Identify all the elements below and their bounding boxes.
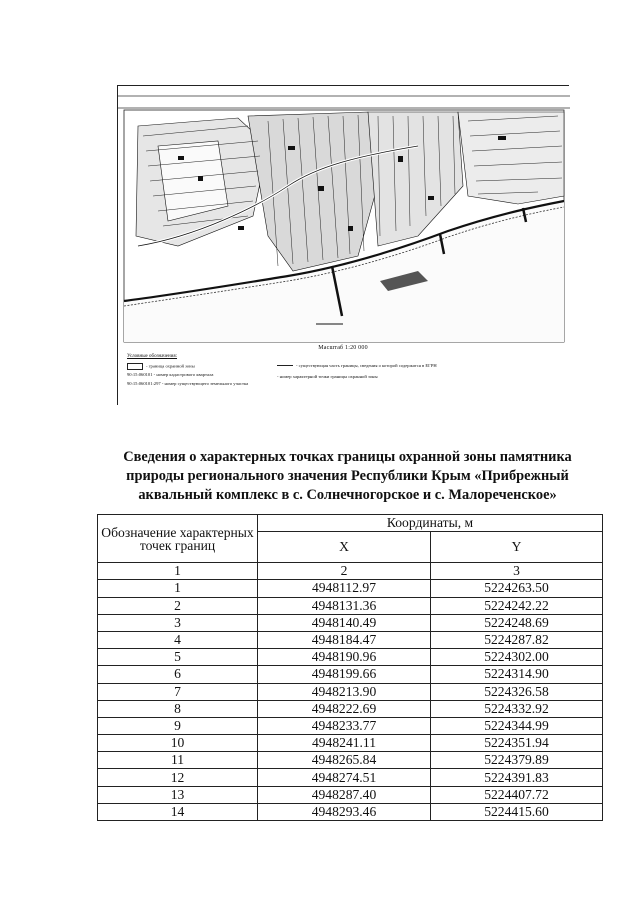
y-coordinate-cell: 5224332.92	[431, 700, 603, 717]
y-coordinate-cell: 5224287.82	[431, 631, 603, 648]
heading-line: Сведения о характерных точках границы охранной зоны памятника	[123, 449, 572, 465]
table-row	[98, 614, 603, 631]
x-coordinate-cell: 4948213.90	[258, 683, 431, 700]
point-number-cell: 7	[98, 683, 258, 700]
x-coordinate-cell: 4948233.77	[258, 717, 431, 734]
x-coordinate-cell: 4948199.66	[258, 666, 431, 683]
y-coordinate-cell: 5224326.58	[431, 683, 603, 700]
table-row	[98, 683, 603, 700]
coordinates-header: Координаты, м	[258, 515, 603, 532]
document-heading	[95, 448, 600, 505]
table-row	[98, 786, 603, 803]
x-coordinate-cell: 4948112.97	[258, 580, 431, 597]
y-coordinate-cell: 5224391.83	[431, 769, 603, 786]
table-row	[98, 597, 603, 614]
table-row	[98, 803, 603, 820]
y-coordinate-cell: 5224379.89	[431, 752, 603, 769]
y-coordinate-cell: 5224263.50	[431, 580, 603, 597]
x-coordinate-cell: 4948190.96	[258, 649, 431, 666]
point-number-cell: 8	[98, 700, 258, 717]
point-number-cell: 3	[98, 614, 258, 631]
index-row: 1 2 3	[98, 563, 603, 580]
table-row	[98, 700, 603, 717]
x-coordinate-cell: 4948184.47	[258, 631, 431, 648]
legend-item: - граница охранной зоны	[127, 363, 195, 370]
point-number-cell: 9	[98, 717, 258, 734]
y-coordinate-cell: 5224407.72	[431, 786, 603, 803]
legend-title: Условные обозначения:	[127, 354, 178, 359]
y-coordinate-cell: 5224314.90	[431, 666, 603, 683]
point-number-cell: 2	[98, 597, 258, 614]
map-legend	[127, 354, 567, 386]
y-header: Y	[431, 532, 603, 563]
point-number-cell: 5	[98, 649, 258, 666]
point-number-cell: 10	[98, 735, 258, 752]
x-coordinate-cell: 4948287.40	[258, 786, 431, 803]
table-row	[98, 735, 603, 752]
y-coordinate-cell: 5224415.60	[431, 803, 603, 820]
point-number-cell: 11	[98, 752, 258, 769]
heading-line: аквальный комплекс в с. Солнечногорское и с. Малореченское»	[138, 487, 557, 503]
line-swatch-icon	[277, 365, 293, 366]
table-row	[98, 649, 603, 666]
boundary-swatch-icon	[127, 363, 143, 370]
legend-item: - существующая часть границы, сведения о которой содержатся в ЕГРН	[277, 363, 437, 369]
table-row	[98, 666, 603, 683]
legend-item: 90:15:060101 - номер кадастрового квартала	[127, 372, 214, 377]
y-coordinate-cell: 5224344.99	[431, 717, 603, 734]
coordinates-table	[97, 514, 603, 821]
point-number-cell: 4	[98, 631, 258, 648]
table-row	[98, 631, 603, 648]
point-number-cell: 12	[98, 769, 258, 786]
legend-item: - номер характерной точки границы охранной зоны	[277, 374, 378, 379]
y-coordinate-cell: 5224242.22	[431, 597, 603, 614]
map-figure	[117, 85, 569, 405]
x-coordinate-cell: 4948140.49	[258, 614, 431, 631]
point-designation-header: Обозначение характерных точек границ	[98, 515, 258, 563]
y-coordinate-cell: 5224351.94	[431, 735, 603, 752]
point-number-cell: 13	[98, 786, 258, 803]
x-coordinate-cell: 4948241.11	[258, 735, 431, 752]
heading-line: природы регионального значения Республики Крым «Прибрежный	[126, 468, 569, 484]
point-number-cell: 1	[98, 580, 258, 597]
point-number-cell: 14	[98, 803, 258, 820]
legend-item: 90:15:060101:297 - номер существующего земельного участка	[127, 381, 249, 386]
table-row	[98, 580, 603, 597]
table-row	[98, 752, 603, 769]
table-row	[98, 769, 603, 786]
x-coordinate-cell: 4948222.69	[258, 700, 431, 717]
x-coordinate-cell: 4948293.46	[258, 803, 431, 820]
y-coordinate-cell: 5224302.00	[431, 649, 603, 666]
map-scale-label: Масштаб 1:20 000	[318, 345, 368, 351]
x-coordinate-cell: 4948131.36	[258, 597, 431, 614]
x-coordinate-cell: 4948265.84	[258, 752, 431, 769]
table-row	[98, 717, 603, 734]
y-coordinate-cell: 5224248.69	[431, 614, 603, 631]
x-header: X	[258, 532, 431, 563]
x-coordinate-cell: 4948274.51	[258, 769, 431, 786]
point-number-cell: 6	[98, 666, 258, 683]
